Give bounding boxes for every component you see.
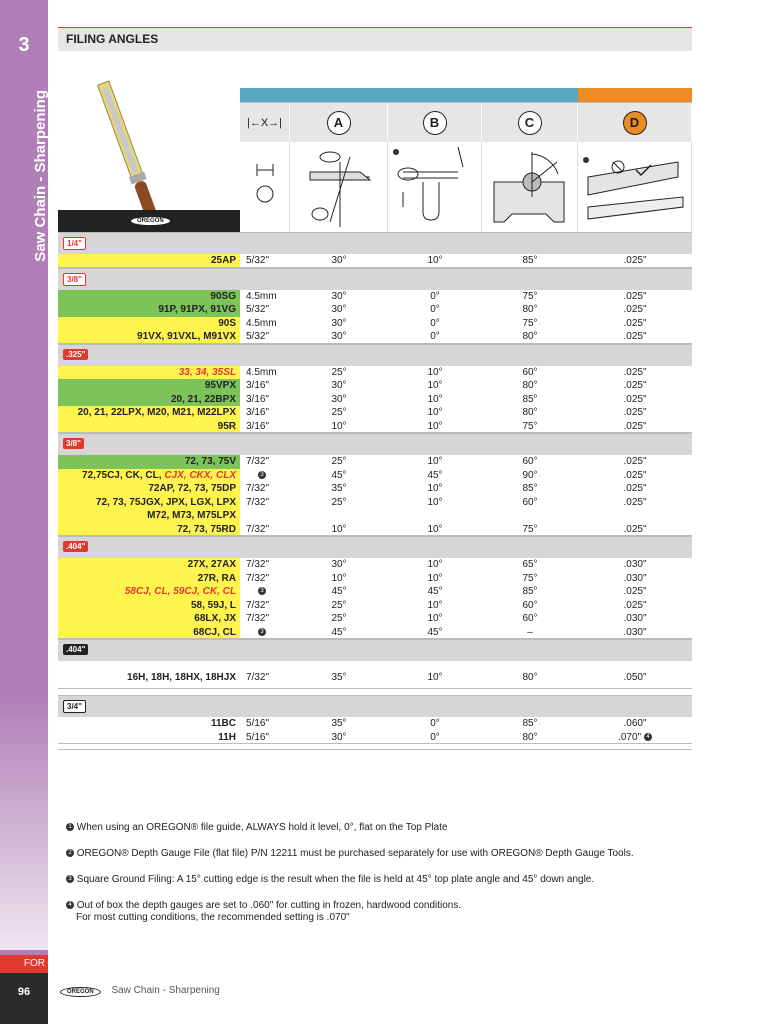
table-row <box>58 558 692 572</box>
table-row <box>58 667 692 689</box>
angle-a: 35° <box>331 483 347 494</box>
depth-d: .070" 4 <box>578 731 692 744</box>
angle-c: 60° <box>522 456 538 467</box>
model-name: 68LX, JX <box>194 613 236 624</box>
chain-model <box>58 572 240 586</box>
depth-d: .025" <box>623 496 647 508</box>
angle-b <box>388 509 482 523</box>
chain-model <box>58 585 240 599</box>
chain-model <box>58 406 240 420</box>
model-name: 72, 73, 75RD <box>177 523 236 535</box>
angle-a: 35° <box>331 672 347 683</box>
chapter-number: 3 <box>18 34 30 56</box>
angle-a: 30° <box>331 290 347 302</box>
angle-b: 10° <box>427 255 443 266</box>
depth-d: .025" <box>623 380 647 391</box>
chain-model <box>58 379 240 393</box>
angle-a: 35° <box>331 718 347 729</box>
angle-c: 75° <box>522 290 538 302</box>
angle-b: 0° <box>430 718 440 729</box>
angle-a: 10° <box>331 420 347 432</box>
illustration-row <box>240 142 692 232</box>
pitch-badge: 3/8" <box>63 438 84 449</box>
angle-c: 60° <box>522 599 538 611</box>
chain-model <box>58 330 240 343</box>
chain-model <box>58 496 240 510</box>
brand-bar <box>58 210 240 232</box>
depth-d: .025" <box>623 366 647 378</box>
file-size: 5/32" <box>246 255 270 266</box>
angle-a: 30° <box>331 304 347 315</box>
column-header-row <box>240 102 692 142</box>
angle-b: 10° <box>427 599 443 611</box>
column-a-header <box>290 103 388 142</box>
angle-c: 60° <box>522 613 538 624</box>
angle-b: 10° <box>427 420 443 432</box>
pitch-badge: .404" <box>63 644 88 655</box>
file-diameter-illustration <box>240 142 290 232</box>
angle-b: 0° <box>430 290 440 302</box>
table-row <box>58 585 692 599</box>
angle-b: 10° <box>427 393 443 405</box>
file-size: 7/32" <box>246 572 270 584</box>
column-b-header <box>388 103 482 142</box>
chain-model <box>58 667 240 688</box>
angle-c: 85° <box>522 586 538 597</box>
section-header <box>58 232 692 254</box>
footer-logo: OREGON <box>60 987 101 997</box>
file-size: 3/16" <box>246 407 270 418</box>
angle-a: 45° <box>331 626 347 638</box>
model-name: M72, M73, M75LPX <box>147 510 236 521</box>
depth-d: .025" <box>623 331 647 342</box>
table-row <box>58 717 692 731</box>
model-name-red: 33, 34, 35SL <box>178 366 236 378</box>
spacer <box>58 744 692 750</box>
chain-model <box>58 612 240 626</box>
file-size: 7/32" <box>246 456 270 467</box>
pitch-badge: 1/4" <box>63 237 86 250</box>
chain-model <box>58 558 240 572</box>
file-size: 4.5mm <box>246 317 277 329</box>
file-size: 7/32" <box>246 523 270 535</box>
depth-d <box>578 509 692 523</box>
file-size <box>240 509 290 523</box>
chain-model <box>58 290 240 304</box>
angle-c: 75° <box>522 317 538 329</box>
file-size: 7/32" <box>246 559 270 570</box>
table-row <box>58 254 692 268</box>
footnote-number: 1 <box>66 823 74 831</box>
angle-b: 0° <box>430 304 440 315</box>
angle-c: 65° <box>522 559 538 570</box>
depth-d: .025" <box>623 456 647 467</box>
angle-b: 10° <box>427 559 443 570</box>
angle-a: 25° <box>331 613 347 624</box>
note-marker: 3 <box>258 628 266 636</box>
depth-d: .060" <box>623 718 647 729</box>
angle-c <box>482 509 578 523</box>
angle-c: 60° <box>522 496 538 508</box>
angle-a <box>290 509 388 523</box>
angle-b: 0° <box>430 317 440 329</box>
model-name: 72,75CJ, CK, CL, <box>82 469 162 481</box>
angle-b: 10° <box>427 672 443 683</box>
angle-b: 10° <box>427 523 443 535</box>
angle-header-bar <box>240 88 578 102</box>
angle-c: 80° <box>522 331 538 342</box>
file-size: 3/16" <box>246 380 270 391</box>
angle-a: 25° <box>331 496 347 508</box>
footnote-text: Square Ground Filing: A 15° cutting edge is the result when the file is held at 45° top plate angle and 45° down angle. <box>76 874 595 885</box>
table-row <box>58 482 692 496</box>
angle-c: 90° <box>522 469 538 481</box>
file-size: 4.5mm <box>246 366 277 378</box>
table-row <box>58 731 692 745</box>
angle-a: 30° <box>331 731 347 743</box>
depth-d: .025" <box>623 304 647 315</box>
angle-b: 45° <box>427 586 443 597</box>
angle-b: 10° <box>427 380 443 391</box>
table-row <box>58 496 692 510</box>
footer-text: Saw Chain - Sharpening <box>111 985 220 996</box>
down-angle-illustration <box>388 142 482 232</box>
angle-c: 85° <box>522 255 538 266</box>
chain-model <box>58 455 240 469</box>
pitch-badge: .325" <box>63 349 88 360</box>
angle-a: 30° <box>331 393 347 405</box>
depth-d: .025" <box>623 469 647 481</box>
file-size: 5/32" <box>246 331 270 342</box>
file-size: 7/32" <box>246 496 270 508</box>
depth-d: .025" <box>623 290 647 302</box>
model-name: 27X, 27AX <box>187 559 236 570</box>
model-name: 90S <box>218 317 236 329</box>
depth-gauge-illustration <box>578 142 692 232</box>
file-size <box>240 626 290 639</box>
file-size: 7/32" <box>246 483 270 494</box>
file-guide-image <box>58 56 240 232</box>
angle-b: 10° <box>427 366 443 378</box>
column-d-badge: D <box>623 111 647 135</box>
file-size: 7/32" <box>246 599 270 611</box>
section-header <box>58 639 692 661</box>
depth-d: .025" <box>623 586 647 597</box>
angle-a: 25° <box>331 599 347 611</box>
angle-b: 10° <box>427 572 443 584</box>
angle-a: 10° <box>331 572 347 584</box>
angle-c: 80° <box>522 407 538 418</box>
model-name: 16H, 18H, 18HX, 18HJX <box>127 672 236 683</box>
footnote-number: 4 <box>66 901 74 909</box>
angle-c: 75° <box>522 572 538 584</box>
angle-a: 30° <box>331 331 347 342</box>
table-row <box>58 290 692 304</box>
table-row <box>58 379 692 393</box>
angle-b: 0° <box>430 731 440 743</box>
depth-d: .025" <box>623 599 647 611</box>
table-row <box>58 469 692 483</box>
depth-d: .025" <box>623 317 647 329</box>
column-x-header: |←X→| <box>240 103 290 142</box>
footnote-text-2: For most cutting conditions, the recommended setting is .070" <box>76 912 350 923</box>
model-name: 27R, RA <box>197 572 236 584</box>
angle-b: 45° <box>427 469 443 481</box>
depth-d: .030" <box>623 559 647 570</box>
chain-model <box>58 509 240 523</box>
model-name: 20, 21, 22BPX <box>170 393 236 405</box>
depth-header-bar <box>578 88 692 102</box>
angle-b: 10° <box>427 407 443 418</box>
table-row <box>58 330 692 344</box>
for-label: FOR <box>0 955 48 973</box>
file-size: 7/32" <box>246 672 270 683</box>
table-row <box>58 523 692 537</box>
sidebar-title: Saw Chain - Sharpening <box>32 90 49 262</box>
angle-b: 10° <box>427 456 443 467</box>
file-size: 5/16" <box>246 718 270 729</box>
chain-model <box>58 303 240 317</box>
footnote <box>66 900 686 924</box>
column-d-header <box>578 103 692 142</box>
model-name: 68CJ, CL <box>193 626 236 638</box>
file-size <box>240 469 290 483</box>
column-c-badge: C <box>518 111 542 135</box>
chain-model <box>58 366 240 380</box>
chain-model <box>58 482 240 496</box>
depth-d: .025" <box>623 523 647 535</box>
angle-b: 0° <box>430 331 440 342</box>
footnote-text: When using an OREGON® file guide, ALWAYS hold it level, 0°, flat on the Top Plate <box>76 822 448 833</box>
footnote-number: 2 <box>66 849 74 857</box>
angle-b: 10° <box>427 613 443 624</box>
section-header <box>58 695 692 717</box>
model-name: 91P, 91PX, 91VG <box>158 304 236 315</box>
table-row <box>58 572 692 586</box>
angle-a: 45° <box>331 586 347 597</box>
page-footer <box>60 985 220 997</box>
model-name-red: 58CJ, CL, 59CJ, CK, CL <box>124 586 236 597</box>
file-size: 3/16" <box>246 393 270 405</box>
chain-model <box>58 420 240 433</box>
angle-a: 30° <box>331 380 347 391</box>
chain-model <box>58 523 240 536</box>
footnote-text: OREGON® Depth Gauge File (flat file) P/N 12211 must be purchased separately for use with OREGON® Depth Gauge Tools. <box>76 848 634 859</box>
section-header <box>58 433 692 455</box>
file-size: 7/32" <box>246 613 270 624</box>
side-plate-angle-illustration <box>482 142 578 232</box>
angle-c: 75° <box>522 523 538 535</box>
section-header <box>58 536 692 558</box>
angle-a: 30° <box>331 559 347 570</box>
angle-c: 60° <box>522 366 538 378</box>
angle-a: 25° <box>331 366 347 378</box>
model-name: 72AP, 72, 73, 75DP <box>148 483 236 494</box>
table-row <box>58 599 692 613</box>
angle-c: 80° <box>522 304 538 315</box>
file-size: 4.5mm <box>246 290 277 302</box>
file-size: 3/16" <box>246 420 270 432</box>
filing-angles-table <box>58 232 692 750</box>
top-plate-angle-illustration <box>290 142 388 232</box>
angle-c: 85° <box>522 393 538 405</box>
table-row <box>58 366 692 380</box>
angle-c: 80° <box>522 731 538 743</box>
chain-model <box>58 317 240 331</box>
depth-d: .025" <box>623 393 647 405</box>
pitch-badge: 3/8" <box>63 273 86 286</box>
angle-a: 30° <box>331 255 347 266</box>
footnote <box>66 848 686 860</box>
file-size <box>240 585 290 599</box>
sidebar-band <box>0 0 48 1024</box>
footnote <box>66 822 686 834</box>
chain-model <box>58 626 240 639</box>
angle-a: 45° <box>331 469 347 481</box>
chain-model <box>58 393 240 407</box>
table-row <box>58 317 692 331</box>
sidebar-fade <box>0 700 48 950</box>
table-row <box>58 393 692 407</box>
angle-c: 80° <box>522 380 538 391</box>
model-name: 11BC <box>210 718 236 729</box>
chain-model <box>58 254 240 267</box>
angle-c: 85° <box>522 483 538 494</box>
chain-model <box>58 599 240 613</box>
angle-b: 10° <box>427 496 443 508</box>
column-c-header <box>482 103 578 142</box>
section-header <box>58 27 692 51</box>
model-name: 95R <box>217 420 236 432</box>
chain-model <box>58 469 240 483</box>
angle-b: 10° <box>427 483 443 494</box>
oregon-logo: OREGON <box>130 216 171 226</box>
angle-a: 10° <box>331 523 347 535</box>
depth-d: .030" <box>623 572 647 584</box>
angle-c: 80° <box>522 672 538 683</box>
model-name: 95VPX <box>204 380 236 391</box>
depth-d: .025" <box>623 420 647 432</box>
model-name: 25AP <box>210 255 236 266</box>
model-name: 91VX, 91VXL, M91VX <box>137 331 236 342</box>
footnote <box>66 874 686 886</box>
column-a-badge: A <box>327 111 351 135</box>
pitch-badge: 3/4" <box>63 700 86 713</box>
note-marker: 3 <box>258 471 266 479</box>
model-name: 58, 59J, L <box>190 599 236 611</box>
angle-c: – <box>527 626 533 638</box>
depth-d: .050" <box>623 672 647 683</box>
footnotes <box>66 822 686 938</box>
note-marker: 4 <box>644 733 652 741</box>
table-row <box>58 626 692 640</box>
model-name: 72, 73, 75JGX, JPX, LGX, LPX <box>95 496 236 508</box>
table-row <box>58 509 692 523</box>
note-marker: 3 <box>258 587 266 595</box>
angle-a: 25° <box>331 456 347 467</box>
depth-d: .025" <box>623 407 647 418</box>
column-b-badge: B <box>423 111 447 135</box>
section-header <box>58 268 692 290</box>
depth-d: .030" <box>623 626 647 638</box>
depth-d: .025" <box>623 483 647 494</box>
footnote-number: 3 <box>66 875 74 883</box>
chain-model <box>58 731 240 744</box>
file-size: 5/32" <box>246 304 270 315</box>
table-row <box>58 406 692 420</box>
angle-c: 75° <box>522 420 538 432</box>
angle-a: 30° <box>331 317 347 329</box>
angle-c: 85° <box>522 718 538 729</box>
pitch-badge: .404" <box>63 541 88 552</box>
table-row <box>58 455 692 469</box>
model-name: 72, 73, 75V <box>184 456 236 467</box>
table-row <box>58 420 692 434</box>
model-name: 20, 21, 22LPX, M20, M21, M22LPX <box>77 407 236 418</box>
page-number: 96 <box>0 973 48 1024</box>
model-name-red: CJX, CKX, CLX <box>164 469 236 481</box>
page-title: FILING ANGLES <box>66 32 159 46</box>
angle-a: 25° <box>331 407 347 418</box>
section-header <box>58 344 692 366</box>
file-size: 5/16" <box>246 731 270 743</box>
model-name: 11H <box>218 731 236 743</box>
angle-b: 45° <box>427 626 443 638</box>
chain-model <box>58 717 240 731</box>
depth-d: .025" <box>623 255 647 266</box>
table-row <box>58 303 692 317</box>
model-name: 90SG <box>210 290 236 302</box>
depth-d: .030" <box>623 613 647 624</box>
footnote-text: Out of box the depth gauges are set to .060" for cutting in frozen, hardwood conditions. <box>76 900 462 911</box>
table-row <box>58 612 692 626</box>
